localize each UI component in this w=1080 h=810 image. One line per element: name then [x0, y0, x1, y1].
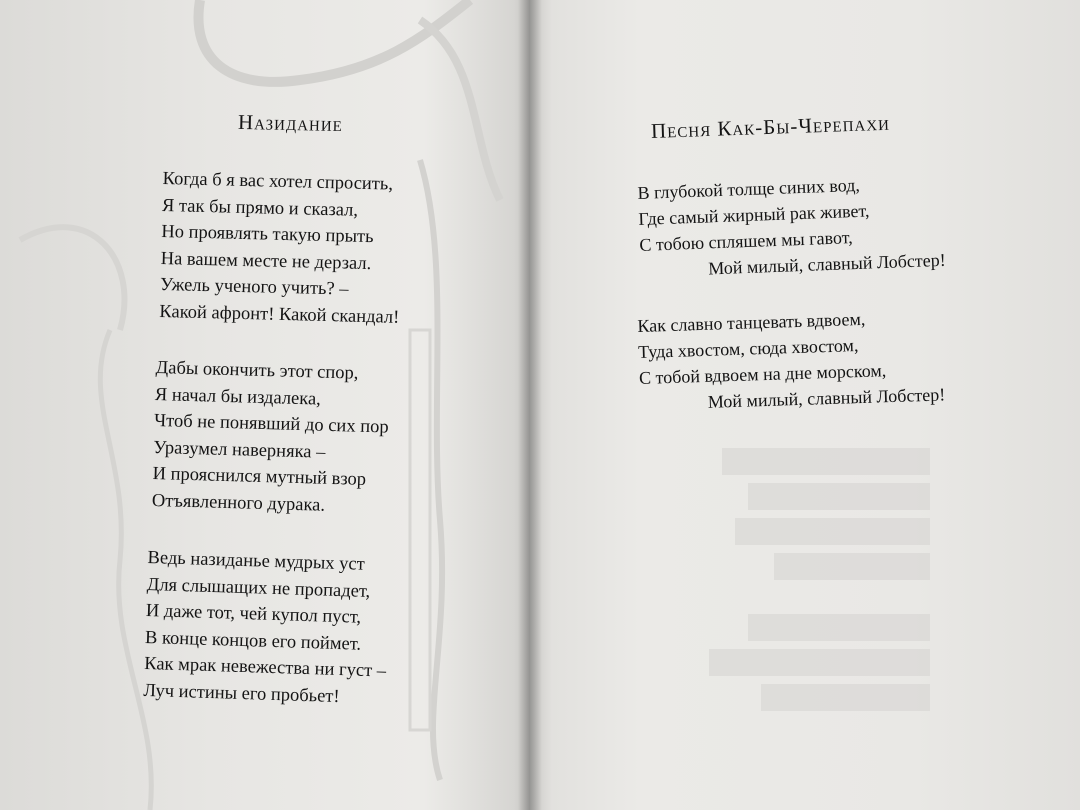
- stanza: [637, 303, 946, 417]
- poem-line: Я так бы прямо и сказал,: [161, 195, 359, 221]
- poem-line: Отъявленного дурака.: [151, 490, 326, 516]
- poem-line: Я начал бы издалека,: [154, 384, 322, 410]
- book-gutter: [518, 0, 542, 810]
- poem-line: Туда хвостом, сюда хвостом,: [637, 335, 859, 362]
- stanza: [637, 169, 946, 284]
- stanza: [143, 545, 390, 712]
- poem-line: Какой афронт! Какой скандал!: [159, 301, 400, 328]
- poem-title: Песня Как-Бы-Черепахи: [650, 110, 891, 143]
- poem-line: Но проявлять такую прыть: [161, 221, 374, 248]
- poem-line: В конце концов его поймет.: [144, 627, 362, 655]
- poem-line: Как мрак невежества ни густ –: [143, 653, 387, 682]
- poem-line: Где самый жирный рак живет,: [638, 200, 870, 229]
- poem-line: Мой милый, славный Лобстер!: [707, 249, 946, 279]
- poem-line: Для слышащих не пропадет,: [146, 574, 371, 602]
- poem-line: Мой милый, славный Лобстер!: [707, 384, 946, 412]
- poem-line: С тобою спляшем мы гавот,: [639, 227, 853, 255]
- poem-line: Уразумел наверняка –: [153, 437, 326, 463]
- poem-line: И даже тот, чей купол пуст,: [145, 600, 362, 628]
- stanza: [152, 355, 391, 520]
- poem-line: Луч истины его пробьет!: [143, 680, 340, 707]
- poem-title: Назидание: [237, 109, 344, 137]
- poem-line: На вашем месте не дерзал.: [160, 248, 372, 274]
- bleed-through-text: [670, 440, 930, 719]
- poem-line: Чтоб не понявший до сих пор: [153, 410, 389, 438]
- poem-line: Ведь назиданье мудрых уст: [147, 547, 366, 575]
- poem-line: В глубокой толще синих вод,: [637, 174, 861, 203]
- poem-line: Когда б я вас хотел спросить,: [162, 168, 394, 195]
- stanza: [159, 166, 403, 331]
- poem-line: И прояснился мутный взор: [152, 463, 367, 490]
- poem-line: Дабы окончить этот спор,: [155, 357, 359, 384]
- poem-line: С тобой вдвоем на дне морском,: [638, 360, 887, 388]
- poem-line: Как славно танцевать вдвоем,: [637, 308, 866, 336]
- left-page: [0, 0, 530, 810]
- poem-line: Ужель ученого учить? –: [159, 274, 349, 300]
